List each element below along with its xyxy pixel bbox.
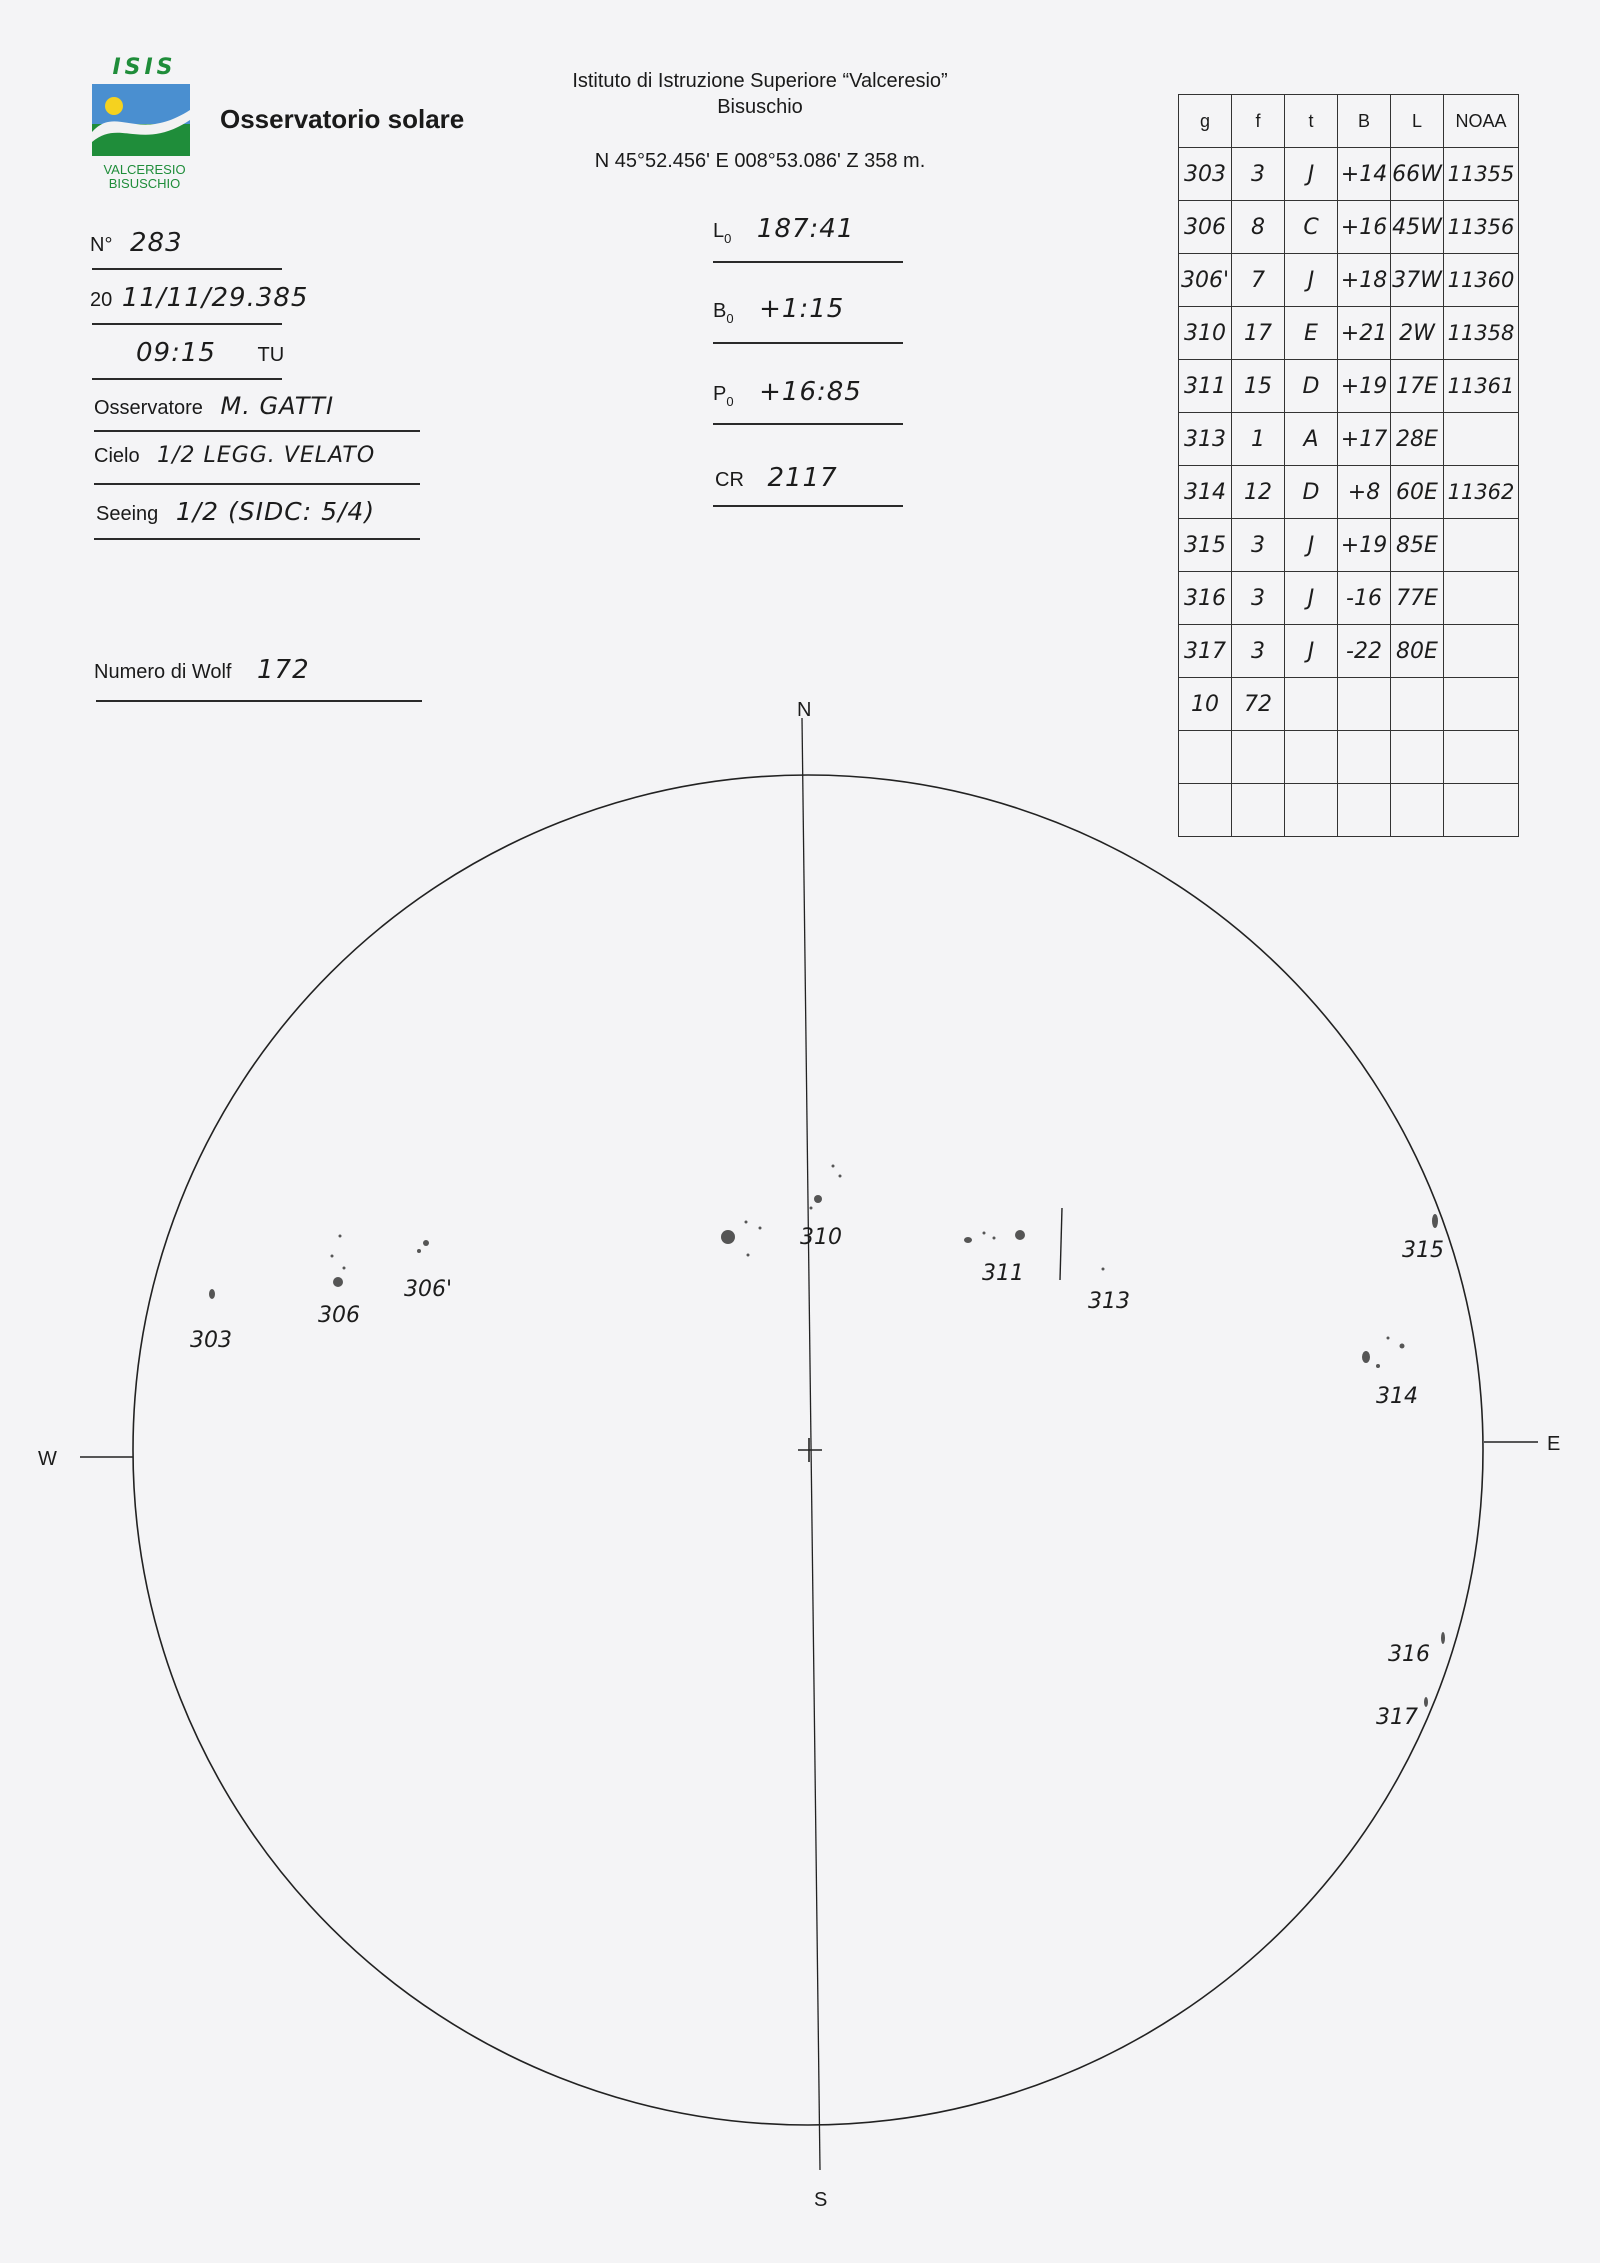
table-cell: 8 [1232,201,1285,254]
sunspot-310 [747,1254,750,1257]
table-cell: 3 [1232,148,1285,201]
group-label-313: 313 [1088,1289,1130,1314]
table-cell: 85E [1391,519,1444,572]
column-header-t: t [1285,95,1338,148]
sunspot-314 [1400,1344,1405,1349]
logo-line-1: VALCERESIO [103,162,186,177]
table-cell: 11356 [1444,201,1519,254]
cr-label: CR [715,469,744,491]
table-cell: 315 [1179,519,1232,572]
table-cell: 306' [1179,254,1232,307]
sunspot-311 [983,1232,986,1235]
table-cell: 11355 [1444,148,1519,201]
seeing-value: 1/2 (SIDC: 5/4) [175,497,376,526]
p0-value: +16:85 [759,377,862,407]
table-cell: +18 [1338,254,1391,307]
logo-line-2: BISUSCHIO [108,176,181,191]
group-label-316: 316 [1388,1642,1430,1667]
east-label: E [1547,1433,1561,1455]
table-cell: J [1285,572,1338,625]
observatory-coordinates: N 45°52.456' E 008°53.086' Z 358 m. [594,150,926,172]
table-cell: +19 [1338,360,1391,413]
l0-subscript: 0 [724,231,732,246]
table-cell: +17 [1338,413,1391,466]
l0-label: L [713,220,725,242]
table-cell: 306 [1179,201,1232,254]
p0-subscript: 0 [726,394,734,409]
date-prefix: 20 [90,289,113,311]
number-label: N° [90,234,113,256]
total-groups: 10 [1179,678,1232,731]
table-cell: J [1285,625,1338,678]
table-cell: -16 [1338,572,1391,625]
b0-value: +1:15 [759,294,845,324]
south-label: S [814,2189,828,2211]
north-label: N [797,699,812,721]
b0-label: B [713,300,727,322]
table-cell: A [1285,413,1338,466]
table-cell: 17E [1391,360,1444,413]
table-cell: J [1285,254,1338,307]
group-label-314: 314 [1376,1384,1418,1409]
column-header-b: B [1338,95,1391,148]
sunspot-306 [331,1255,334,1258]
sky-label: Cielo [94,445,140,467]
table-cell: +21 [1338,307,1391,360]
sunspot-311 [1015,1230,1025,1240]
table-cell: 303 [1179,148,1232,201]
table-cell: 2W [1391,307,1444,360]
table-cell: D [1285,360,1338,413]
sunspot-310 [839,1175,842,1178]
logo-word: ISIS [112,55,177,80]
total-spots: 72 [1232,678,1285,731]
table-cell: 316 [1179,572,1232,625]
table-cell: +14 [1338,148,1391,201]
table-cell: +8 [1338,466,1391,519]
table-cell: C [1285,201,1338,254]
number-value: 283 [130,228,183,258]
sunspot-306-prime [423,1240,429,1246]
sunspot-310 [814,1195,822,1203]
table-cell: 11361 [1444,360,1519,413]
institute-line-1: Istituto di Istruzione Superiore “Valceresio” [572,70,948,92]
table-cell: 1 [1232,413,1285,466]
sunspot-310 [832,1165,835,1168]
column-header-g: g [1179,95,1232,148]
table-cell: 314 [1179,466,1232,519]
sunspot-314 [1387,1337,1390,1340]
sunspot-313 [1102,1268,1105,1271]
table-cell: 3 [1232,519,1285,572]
cr-value: 2117 [767,463,838,493]
sunspot-314 [1376,1364,1380,1368]
sunspot-311 [964,1237,972,1243]
table-cell: 313 [1179,413,1232,466]
group-label-306-prime: 306' [404,1277,453,1302]
table-cell: 80E [1391,625,1444,678]
table-cell: 7 [1232,254,1285,307]
time-value: 09:15 [136,338,216,368]
table-cell: 317 [1179,625,1232,678]
table-cell: 310 [1179,307,1232,360]
table-cell: 311 [1179,360,1232,413]
sunspot-310 [759,1227,762,1230]
table-cell: 45W [1391,201,1444,254]
group-label-306: 306 [318,1303,360,1328]
sunspot-306 [333,1277,343,1287]
table-cell: 17 [1232,307,1285,360]
group-label-310: 310 [800,1225,842,1250]
table-cell: 77E [1391,572,1444,625]
table-cell: 15 [1232,360,1285,413]
page-title: Osservatorio solare [220,104,465,134]
column-header-f: f [1232,95,1285,148]
time-suffix: TU [257,344,285,366]
table-cell: 66W [1391,148,1444,201]
sunspot-314 [1362,1351,1370,1363]
p0-label: P [713,383,727,405]
sunspot-315 [1432,1214,1438,1228]
sunspot-311 [993,1237,996,1240]
table-cell: J [1285,519,1338,572]
sunspot-310 [745,1221,748,1224]
table-cell: 37W [1391,254,1444,307]
sky-value: 1/2 LEGG. VELATO [157,443,376,468]
table-cell: 11362 [1444,466,1519,519]
table-cell: 11358 [1444,307,1519,360]
group-label-311: 311 [982,1261,1024,1286]
table-cell: +19 [1338,519,1391,572]
group-label-315: 315 [1402,1238,1444,1263]
sunspot-306 [339,1235,342,1238]
table-cell: 60E [1391,466,1444,519]
sunspot-306 [343,1267,346,1270]
sunspot-310 [810,1207,813,1210]
west-label: W [38,1448,57,1470]
sunspot-306-prime [417,1249,421,1253]
table-cell: 12 [1232,466,1285,519]
sunspot-316 [1441,1632,1445,1644]
b0-subscript: 0 [726,311,734,326]
table-cell: 3 [1232,625,1285,678]
l0-value: 187:41 [756,214,855,244]
seeing-label: Seeing [96,503,159,525]
group-311-bracket [1060,1208,1062,1280]
institute-line-2: Bisuschio [717,96,803,118]
column-header-noaa: NOAA [1444,95,1519,148]
group-label-317: 317 [1376,1705,1418,1730]
table-cell: -22 [1338,625,1391,678]
table-cell: J [1285,148,1338,201]
date-value: 11/11/29.385 [121,283,309,313]
observer-label: Osservatore [94,397,203,419]
table-cell: E [1285,307,1338,360]
column-header-l: L [1391,95,1444,148]
table-cell: +16 [1338,201,1391,254]
table-cell: D [1285,466,1338,519]
sunspot-310 [721,1230,735,1244]
north-south-axis [802,718,820,2170]
wolf-value: 172 [257,655,310,685]
group-label-303: 303 [190,1328,232,1353]
sunspot-303 [209,1289,215,1299]
table-cell: 11360 [1444,254,1519,307]
observer-value: M. GATTI [220,392,335,420]
table-cell: 3 [1232,572,1285,625]
wolf-label: Numero di Wolf [94,661,232,683]
table-cell: 28E [1391,413,1444,466]
sunspot-317 [1424,1697,1428,1707]
